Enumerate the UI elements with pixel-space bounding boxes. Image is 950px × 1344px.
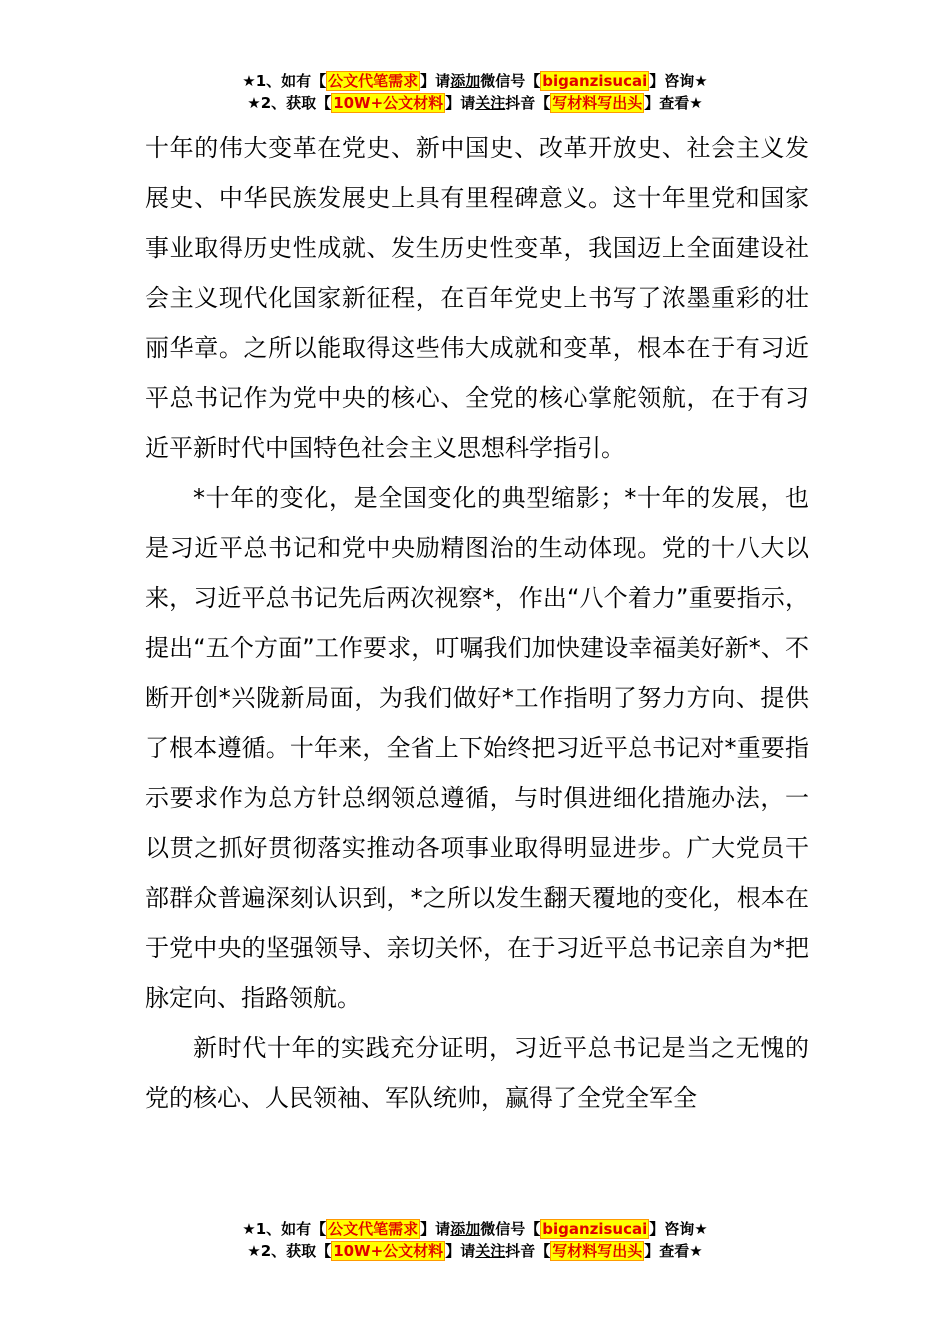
banner-text: 】请	[420, 1220, 451, 1238]
banner-text: 】请	[445, 94, 476, 112]
highlight-writing-service: 公文代笔需求	[328, 72, 419, 90]
highlight-douyin-account: 写材料写出头	[552, 94, 643, 112]
banner-text: 抖音【	[505, 94, 551, 112]
banner-text: 微信号【	[480, 1220, 541, 1238]
paragraph-1: 十年的伟大变革在党史、新中国史、改革开放史、社会主义发展史、中华民族发展史上具有里程碑意义。这十年里党和国家事业取得历史性成就、发生历史性变革，我国迈上全面建设社会主义现代化国家新征程，在百年党史上书写了浓墨重彩的壮丽华章。之所以能取得这些伟大成就和变革，根本在于有习近平总书记作为党中央的核心、全党的核心掌舵领航，在于有习近平新时代中国特色社会主义思想科学指引。	[145, 134, 809, 462]
highlight-douyin-account: 写材料写出头	[552, 1242, 643, 1260]
banner-text: 】请	[420, 72, 451, 90]
footer-banner	[0, 1218, 950, 1262]
banner-line-2	[0, 1240, 950, 1262]
banner-text: ★1、如有【	[242, 1220, 327, 1238]
banner-text: ★1、如有【	[242, 72, 327, 90]
underlined-text: 关注	[475, 1242, 506, 1260]
highlight-wechat-id: biganzisucai	[542, 1220, 648, 1238]
banner-text: 】查看★	[644, 1242, 703, 1260]
highlight-materials: 10W+公文材料	[333, 94, 444, 112]
underlined-text: 添加	[450, 72, 481, 90]
banner-text: 】查看★	[644, 94, 703, 112]
banner-text: 微信号【	[480, 72, 541, 90]
banner-line-2	[0, 92, 950, 114]
header-banner	[0, 70, 950, 114]
banner-line-1	[0, 1218, 950, 1240]
paragraph-3: 新时代十年的实践充分证明，习近平总书记是当之无愧的党的核心、人民领袖、军队统帅，赢得了全党全军全	[145, 1034, 809, 1112]
banner-text: 】请	[445, 1242, 476, 1260]
banner-text: 】咨询★	[649, 72, 708, 90]
highlight-materials: 10W+公文材料	[333, 1242, 444, 1260]
banner-line-1	[0, 70, 950, 92]
banner-text: 】咨询★	[649, 1220, 708, 1238]
highlight-wechat-id: biganzisucai	[542, 72, 648, 90]
underlined-text: 关注	[475, 94, 506, 112]
paragraph-2: *十年的变化，是全国变化的典型缩影；*十年的发展，也是习近平总书记和党中央励精图治的生动体现。党的十八大以来，习近平总书记先后两次视察*，作出“八个着力”重要指示，提出“五个方面”工作要求，叮嘱我们加快建设幸福美好新*、不断开创*兴陇新局面，为我们做好*工作指明了努力方向、提供了根本遵循。十年来，全省上下始终把习近平总书记对*重要指示要求作为总方针总纲领总遵循，与时俱进细化措施办法，一以贯之抓好贯彻落实推动各项事业取得明显进步。广大党员干部群众普遍深刻认识到，*之所以发生翻天覆地的变化，根本在于党中央的坚强领导、亲切关怀，在于习近平总书记亲自为*把脉定向、指路领航。	[145, 484, 809, 1012]
underlined-text: 添加	[450, 1220, 481, 1238]
banner-text: ★2、获取【	[247, 94, 332, 112]
banner-text: 抖音【	[505, 1242, 551, 1260]
document-body	[145, 123, 809, 1123]
banner-text: ★2、获取【	[247, 1242, 332, 1260]
highlight-writing-service: 公文代笔需求	[328, 1220, 419, 1238]
